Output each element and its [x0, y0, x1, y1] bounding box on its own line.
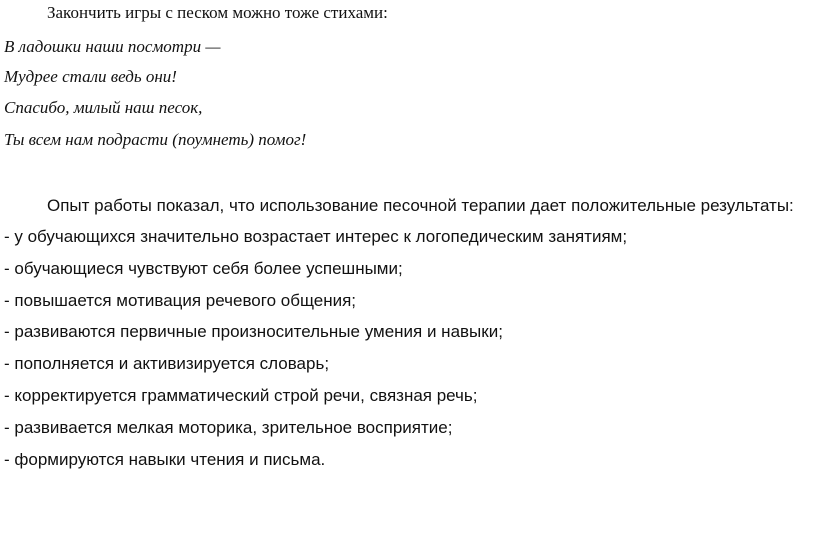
poem-line-4: Ты всем нам подрасти (поумнеть) помог! [4, 130, 307, 149]
results-intro: Опыт работы показал, что использование песочной терапии дает положительные результаты: [47, 196, 794, 215]
result-item-3: - повышается мотивация речевого общения; [4, 291, 357, 310]
poem-line-2: Мудрее стали ведь они! [4, 67, 177, 86]
result-item-1: - у обучающихся значительно возрастает интерес к логопедическим занятиям; [4, 227, 628, 246]
intro-paragraph: Закончить игры с песком можно тоже стихами: [47, 3, 388, 22]
poem-line-3: Спасибо, милый наш песок, [4, 98, 203, 117]
result-item-7: - развивается мелкая моторика, зрительное восприятие; [4, 418, 453, 437]
result-item-4: - развиваются первичные произносительные умения и навыки; [4, 322, 503, 341]
result-item-8: - формируются навыки чтения и письма. [4, 450, 326, 469]
result-item-5: - пополняется и активизируется словарь; [4, 354, 330, 373]
poem-line-1: В ладошки наши посмотри — [4, 37, 221, 56]
result-item-2: - обучающиеся чувствуют себя более успешными; [4, 259, 403, 278]
result-item-6: - корректируется грамматический строй речи, связная речь; [4, 386, 478, 405]
